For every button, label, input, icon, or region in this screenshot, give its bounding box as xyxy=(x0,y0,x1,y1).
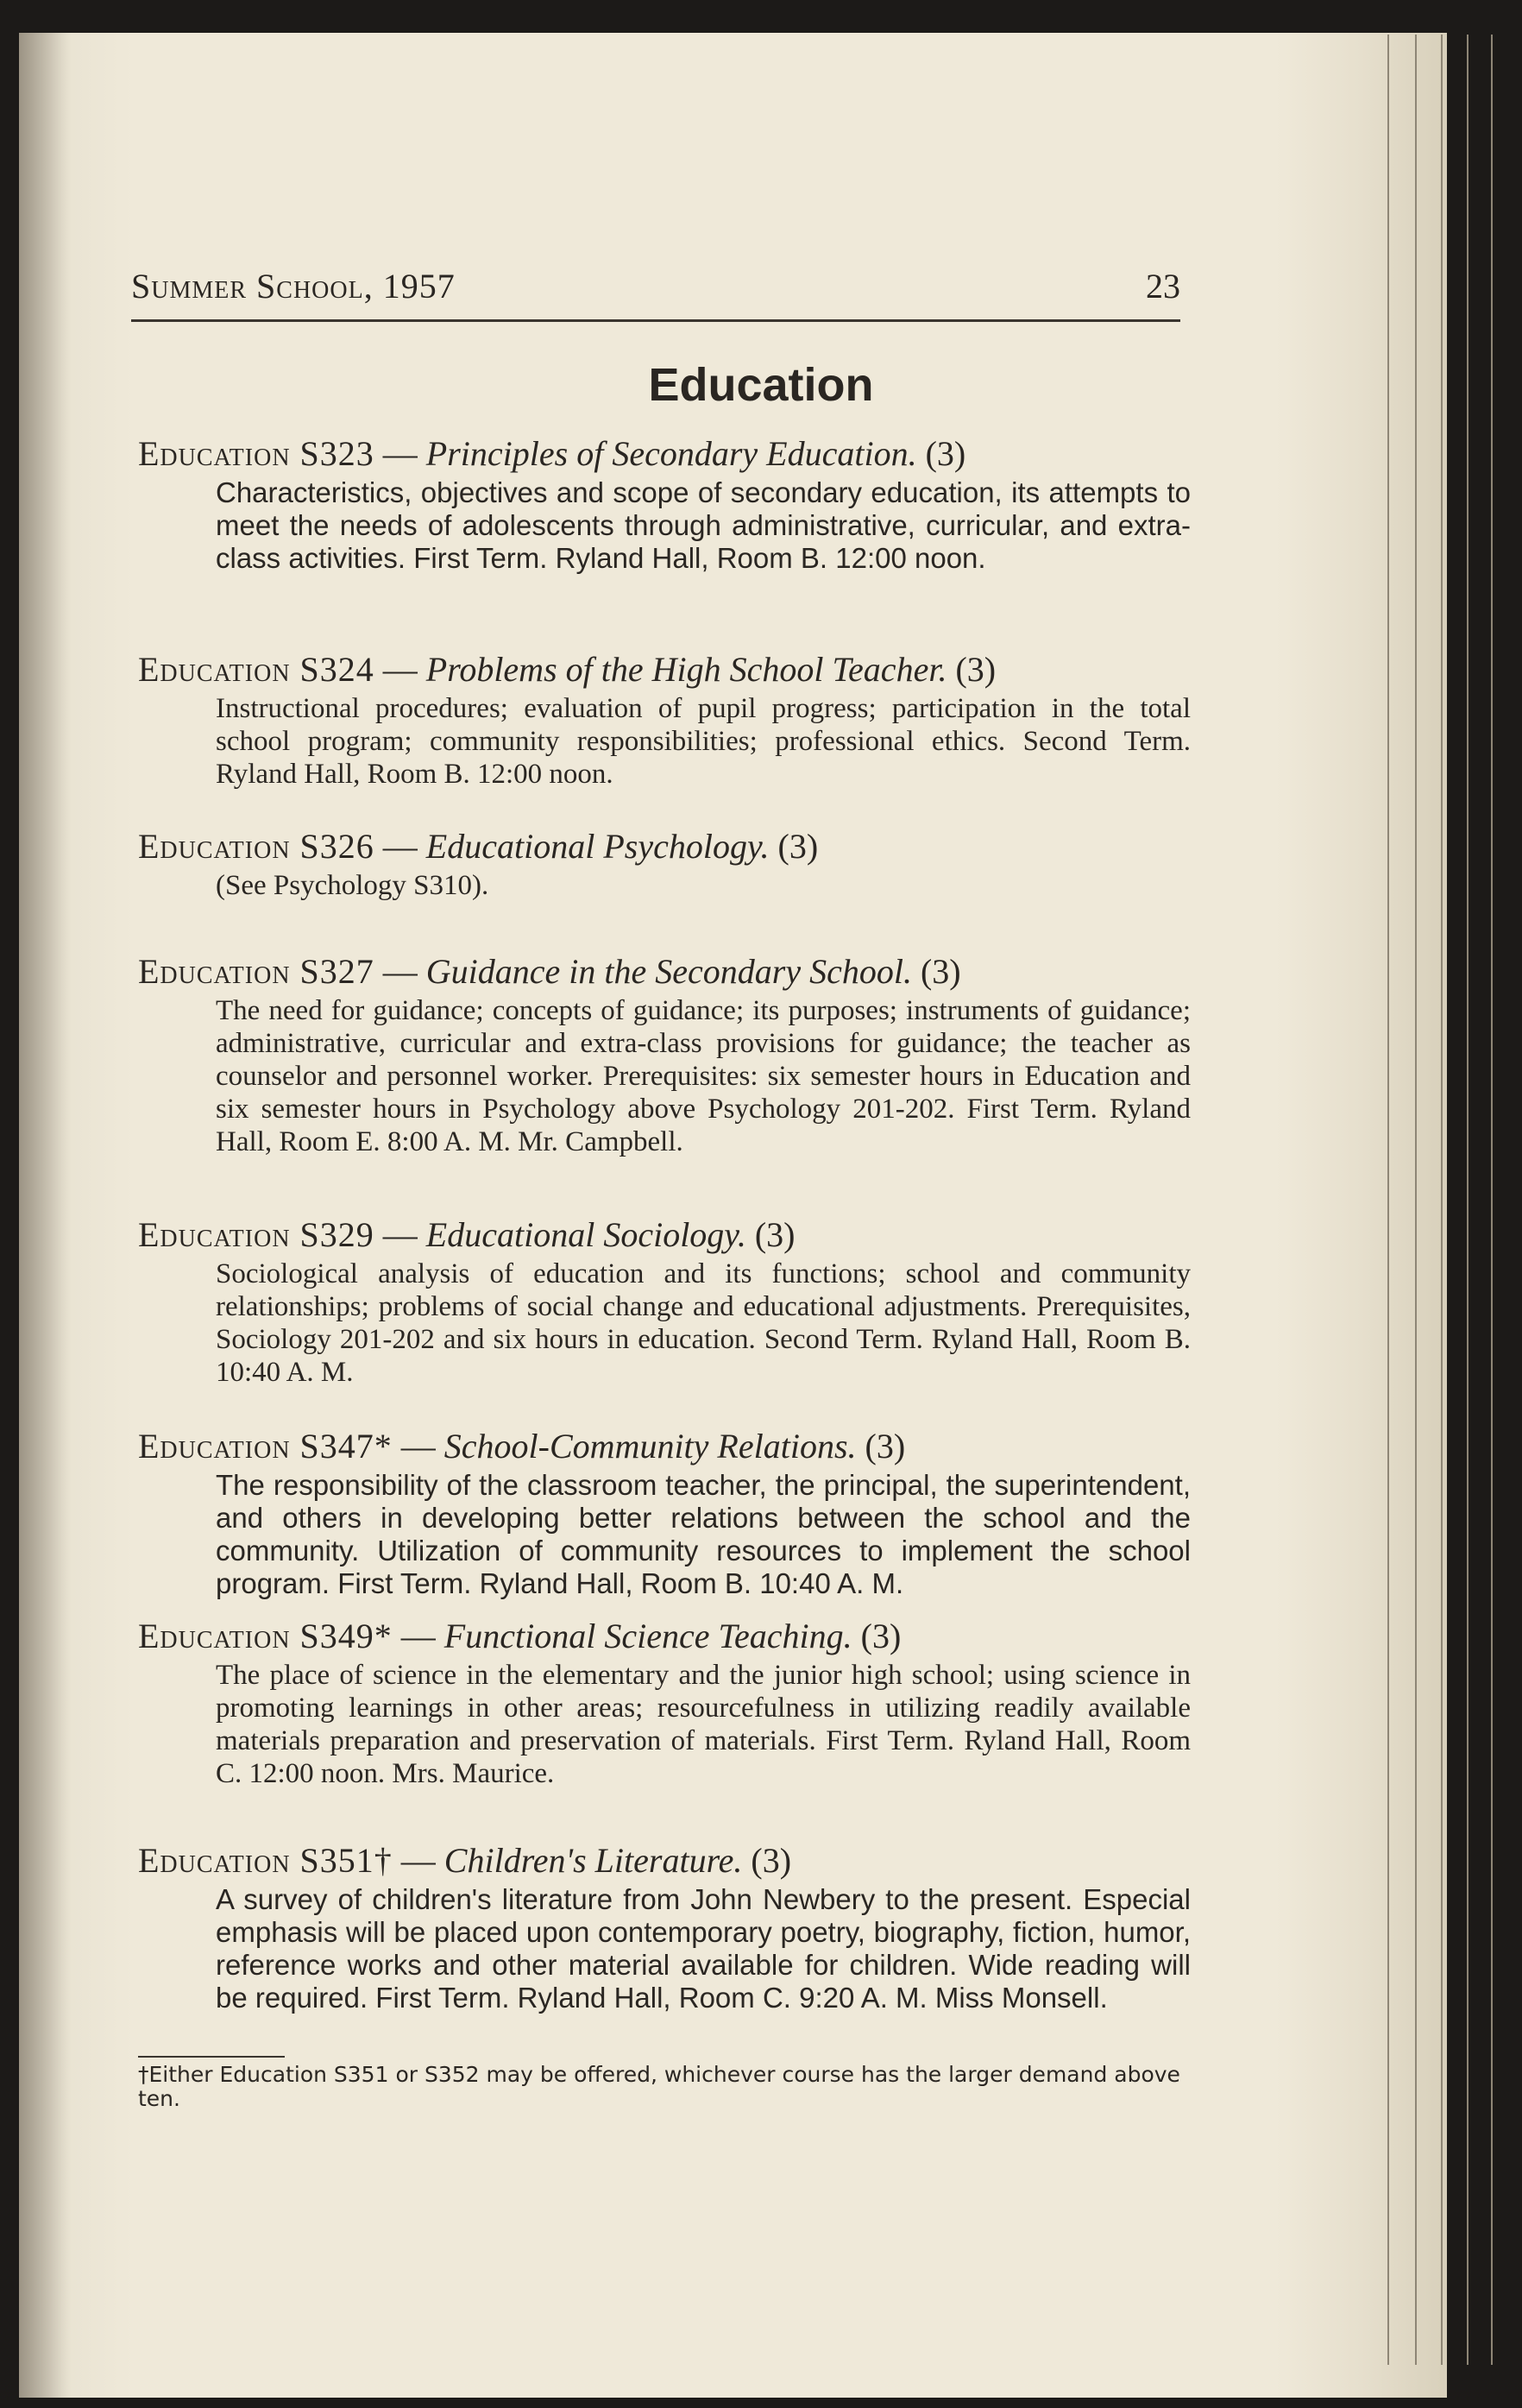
course-entry xyxy=(138,1213,1191,1389)
course-entry xyxy=(138,824,1191,902)
course-description: Instructional procedures; evaluation of pupil progress; participation in the total school program; community responsibilities; professional ethics. Second Term. Ryland Hall, Room B. 12:00 noon. xyxy=(216,693,1191,790)
course-entry xyxy=(138,949,1191,1158)
course-description: Characteristics, objectives and scope of secondary education, its attempts to meet the needs of adolescents through administrative, curricular, and extra-class activities. First Term. Ryland Hall, Room B. 12:00 noon. xyxy=(216,476,1191,574)
course-heading xyxy=(138,1213,1191,1258)
course-code: Education S351† xyxy=(138,1841,393,1880)
course-heading xyxy=(138,949,1191,994)
footnote: †Either Education S351 or S352 may be offered, whichever course has the larger demand above ten. xyxy=(138,2062,1180,2111)
course-code: Education S349* xyxy=(138,1617,393,1655)
course-entry xyxy=(138,1614,1191,1790)
course-credits: (3) xyxy=(920,952,961,991)
course-entry xyxy=(138,432,1191,575)
course-code: Education S323 xyxy=(138,434,374,473)
running-title: Summer School, 1957 xyxy=(131,267,456,306)
page-header xyxy=(131,259,1180,322)
section-title: Education xyxy=(648,359,874,411)
course-code: Education S327 xyxy=(138,952,374,991)
course-entry xyxy=(138,1424,1191,1600)
course-title: Children's Literature. xyxy=(443,1841,743,1880)
course-heading xyxy=(138,1838,1191,1883)
separator: — xyxy=(392,1841,444,1880)
separator: — xyxy=(374,827,426,866)
course-heading xyxy=(138,432,1191,476)
course-title: Functional Science Teaching. xyxy=(443,1617,852,1655)
course-title: Guidance in the Secondary School. xyxy=(425,952,912,991)
course-credits: (3) xyxy=(860,1617,902,1655)
course-title: School-Community Relations. xyxy=(443,1427,857,1466)
course-title: Educational Psychology. xyxy=(425,827,770,866)
course-credits: (3) xyxy=(925,434,966,473)
course-entry xyxy=(138,647,1191,791)
course-description: (See Psychology S310). xyxy=(216,870,489,901)
course-credits: (3) xyxy=(955,650,997,689)
course-heading xyxy=(138,824,1191,869)
course-entry xyxy=(138,1838,1191,2014)
course-heading xyxy=(138,1614,1191,1659)
separator: — xyxy=(374,952,426,991)
course-description: A survey of children's literature from John Newbery to the present. Especial emphasis will be placed upon contemporary poetry, biography, fiction, humor, reference works and other material available for children. Wide reading will be required. First Term. Ryland Hall, Room C. 9:20 A. M. Miss Monsell. xyxy=(216,1883,1191,2014)
course-description: The need for guidance; concepts of guidance; its purposes; instruments of guidance; administrative, curricular and extra-class provisions for guidance; the teacher as counselor and personnel worker. Prerequisites: six semester hours in Education and six semester hours in Psychology above Psychology 201-202. First Term. Ryland Hall, Room E. 8:00 A. M. Mr. Campbell. xyxy=(216,995,1191,1157)
course-code: Education S329 xyxy=(138,1215,374,1254)
course-heading xyxy=(138,1424,1191,1469)
course-title: Problems of the High School Teacher. xyxy=(425,650,947,689)
course-code: Education S324 xyxy=(138,650,374,689)
footnote-rule xyxy=(138,2056,285,2058)
course-title: Principles of Secondary Education. xyxy=(425,434,917,473)
course-credits: (3) xyxy=(777,827,819,866)
separator: — xyxy=(374,650,426,689)
course-description: The place of science in the elementary and the junior high school; using science in promoting learnings in other areas; resourcefulness in utilizing readily available materials preparation and preservation of materials. First Term. Ryland Hall, Room C. 12:00 noon. Mrs. Maurice. xyxy=(216,1660,1191,1789)
separator: — xyxy=(374,1215,426,1254)
separator: — xyxy=(392,1617,444,1655)
course-title: Educational Sociology. xyxy=(425,1215,746,1254)
separator: — xyxy=(392,1427,444,1466)
course-description: The responsibility of the classroom teacher, the principal, the superintendent, and others in developing better relations between the school and the community. Utilization of community resources to implement the school program. First Term. Ryland Hall, Room B. 10:40 A. M. xyxy=(216,1469,1191,1599)
course-code: Education S347* xyxy=(138,1427,393,1466)
course-credits: (3) xyxy=(751,1841,792,1880)
course-heading xyxy=(138,647,1191,692)
separator: — xyxy=(374,434,426,473)
course-description: Sociological analysis of education and its functions; school and community relationships; problems of social change and educational adjustments. Prerequisites, Sociology 201-202 and six hours in education. Second Term. Ryland Hall, Room B. 10:40 A. M. xyxy=(216,1258,1191,1388)
course-code: Education S326 xyxy=(138,827,374,866)
page-number: 23 xyxy=(1146,267,1180,306)
course-credits: (3) xyxy=(865,1427,906,1466)
course-credits: (3) xyxy=(754,1215,796,1254)
